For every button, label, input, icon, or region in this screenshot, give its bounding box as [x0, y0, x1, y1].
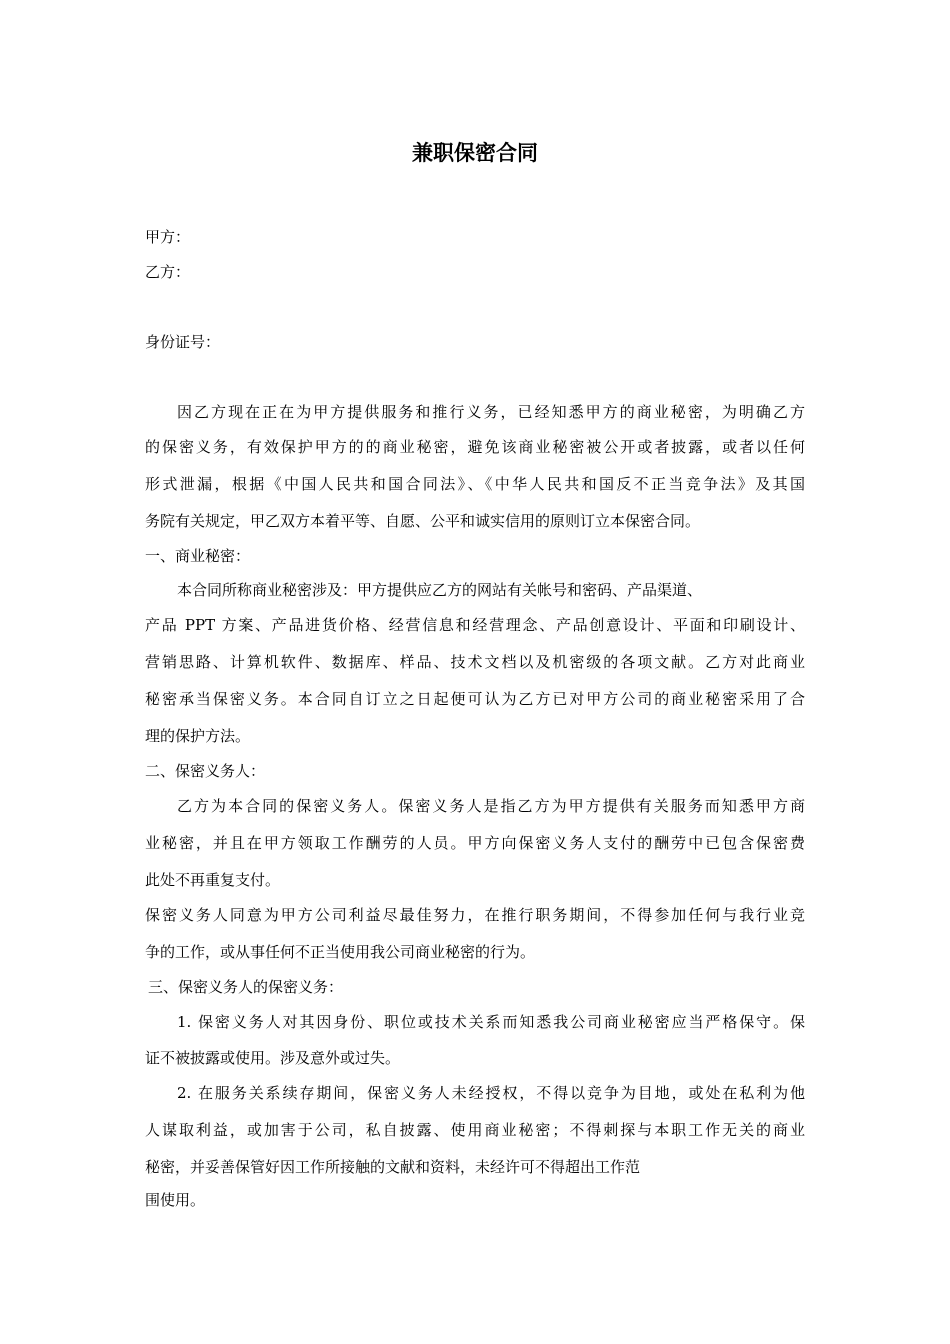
- section-3-line: 2. 在服务关系续存期间，保密义务人未经授权，不得以竞争为目地，或处在私利为他: [177, 1084, 805, 1102]
- intro-line: 的保密义务，有效保护甲方的的商业秘密，避免该商业秘密被公开或者披露，或者以任何: [145, 438, 805, 456]
- party-b-label: 乙方：: [145, 263, 191, 281]
- section-2-line: 保密义务人同意为甲方公司利益尽最佳努力，在推行职务期间，不得参加任何与我行业竞: [145, 906, 805, 924]
- section-3-line: 1. 保密义务人对其因身份、职位或技术关系而知悉我公司商业秘密应当严格保守。保: [177, 1013, 805, 1031]
- section-2-line: 争的工作，或从事任何不正当使用我公司商业秘密的行为。: [145, 943, 536, 961]
- section-1-line: 本合同所称商业秘密涉及：甲方提供应乙方的网站有关帐号和密码、产品渠道、: [177, 581, 703, 599]
- party-a-label: 甲方：: [145, 228, 191, 246]
- section-3-line: 围使用。: [145, 1191, 206, 1209]
- intro-line: 因乙方现在正在为甲方提供服务和推行义务，已经知悉甲方的商业秘密，为明确乙方: [177, 403, 805, 421]
- section-2-line: 乙方为本合同的保密义务人。保密义务人是指乙方为甲方提供有关服务而知悉甲方商: [177, 797, 805, 815]
- section-3-heading: 三、保密义务人的保密义务：: [148, 978, 344, 996]
- section-3-line: 证不被披露或使用。涉及意外或过失。: [145, 1049, 401, 1067]
- section-1-line: 营销思路、计算机软件、数据库、样品、技术文档以及机密级的各项文献。乙方对此商业: [145, 653, 805, 671]
- section-1-heading: 一、商业秘密：: [145, 547, 251, 565]
- section-1-line: 产品 PPT 方案、产品进货价格、经营信息和经营理念、产品创意设计、平面和印刷设计、: [145, 616, 805, 634]
- id-number-label: 身份证号：: [145, 333, 221, 351]
- section-2-heading: 二、保密义务人：: [145, 762, 266, 780]
- section-1-line: 秘密承当保密义务。本合同自订立之日起便可认为乙方已对甲方公司的商业秘密采用了合: [145, 690, 805, 708]
- document-title: 兼职保密合同: [412, 141, 538, 165]
- section-2-line: 此处不再重复支付。: [145, 871, 281, 889]
- section-2-line: 业秘密，并且在甲方领取工作酬劳的人员。甲方向保密义务人支付的酬劳中已包含保密费: [145, 834, 805, 852]
- section-1-line: 理的保护方法。: [145, 727, 251, 745]
- intro-line: 务院有关规定，甲乙双方本着平等、自愿、公平和诚实信用的原则订立本保密合同。: [145, 512, 701, 530]
- section-3-line: 秘密，并妥善保管好因工作所接触的文献和资料，未经许可不得超出工作范: [145, 1158, 641, 1176]
- intro-line: 形式泄漏，根据《中国人民共和国合同法》、《中华人民共和国反不正当竞争法》及其国: [145, 475, 805, 493]
- section-3-line: 人谋取利益，或加害于公司，私自披露、使用商业秘密；不得刺探与本职工作无关的商业: [145, 1121, 805, 1139]
